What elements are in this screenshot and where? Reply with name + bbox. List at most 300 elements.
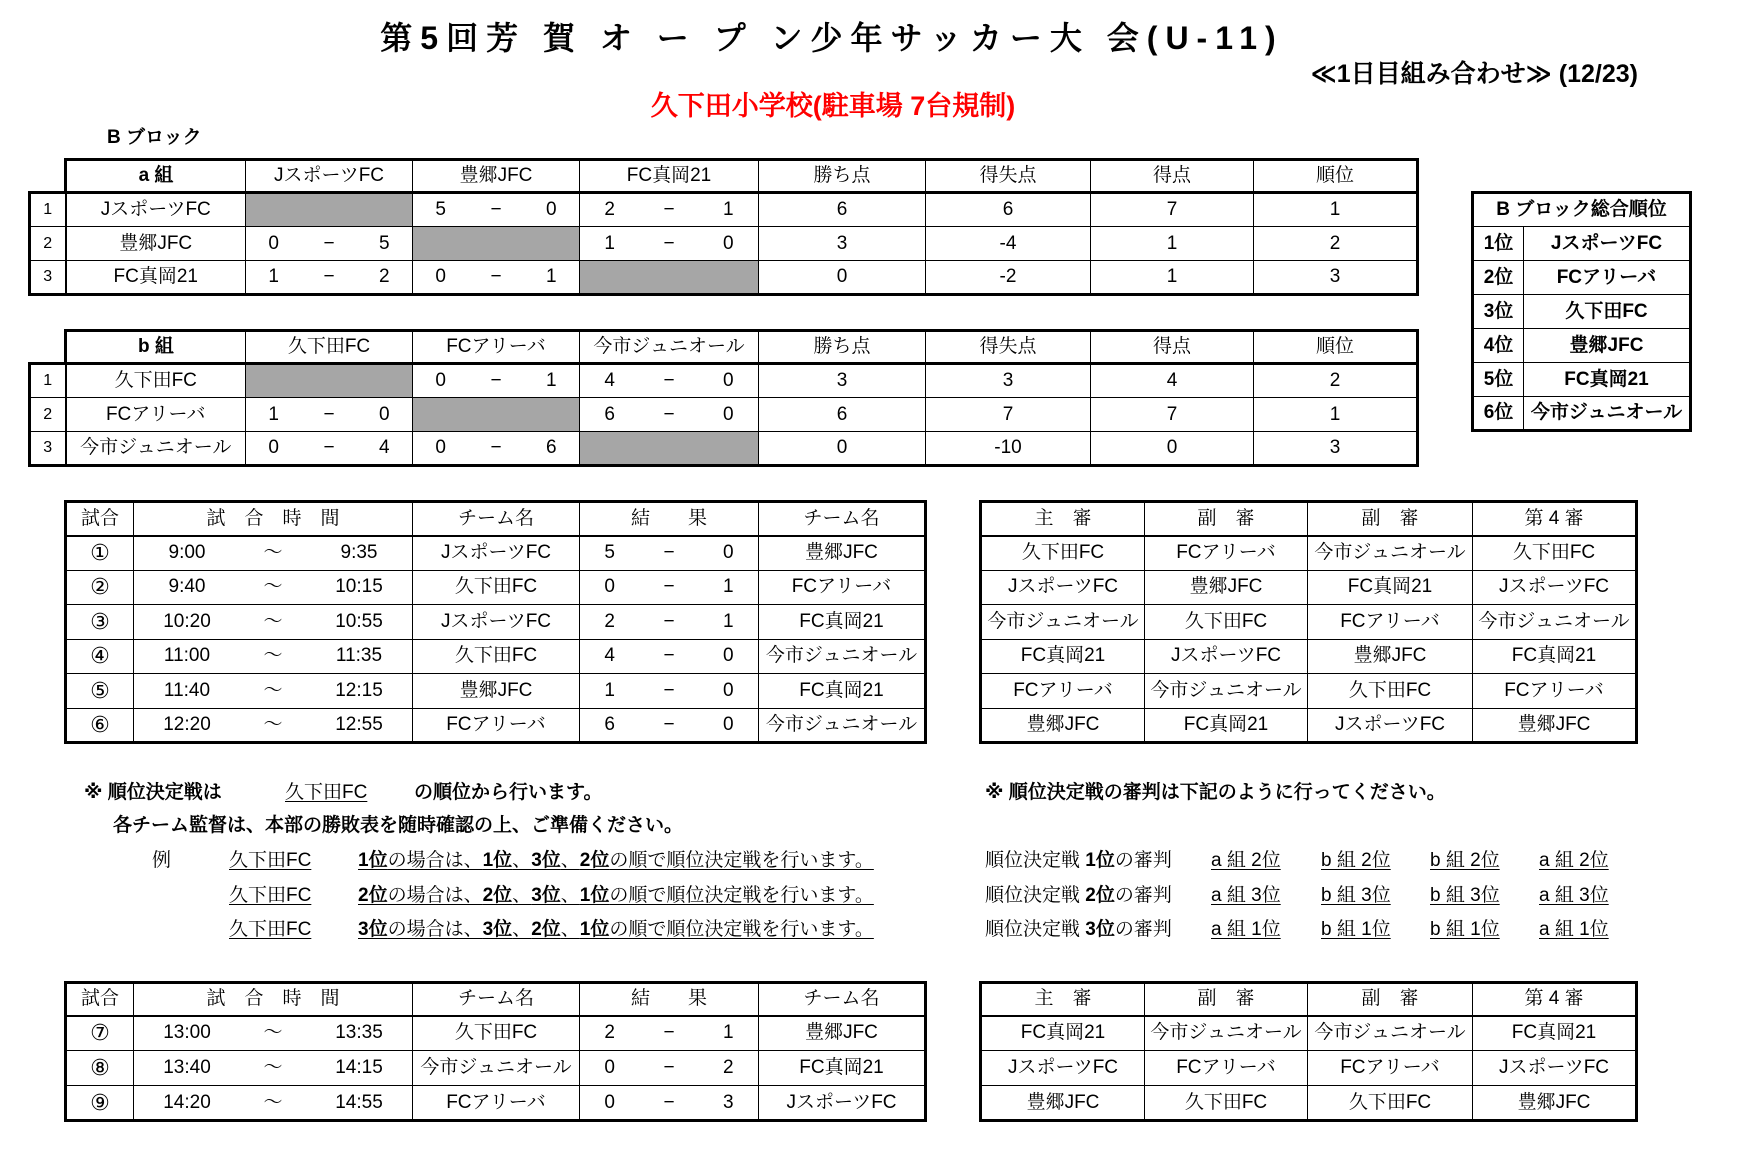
- head-to-head-cell: [246, 432, 413, 466]
- head-to-head-cell: [580, 193, 759, 227]
- goal-difference: 6: [926, 193, 1091, 227]
- fourth-official-header: 第 4 審: [1473, 983, 1637, 1016]
- score-separator: −: [663, 199, 675, 220]
- blocked-cell: [580, 432, 759, 466]
- match-time: [134, 605, 413, 640]
- points: 3: [759, 227, 926, 261]
- group-header-row: [66, 331, 1418, 364]
- row-number: 3: [30, 261, 66, 295]
- team-column-3: FC真岡21: [580, 160, 759, 193]
- points: 6: [759, 398, 926, 432]
- start-time: 9:40: [168, 576, 206, 598]
- rank-emphasis: 3位: [1085, 919, 1115, 940]
- fourth-official: FCアリーバ: [1473, 674, 1637, 709]
- match-number: ⑥: [66, 708, 134, 743]
- example-label: 例: [152, 850, 172, 871]
- match-result: [580, 1086, 759, 1121]
- group-header-row: [66, 160, 1418, 193]
- goal-difference: -2: [926, 261, 1091, 295]
- overall-place: 6位: [1473, 397, 1524, 431]
- fourth-official: 豊郷JFC: [1473, 708, 1637, 743]
- assistant-referee-header: 副 審: [1308, 502, 1473, 536]
- blocked-cell: [580, 261, 759, 295]
- rank-emphasis: 2位: [1085, 885, 1115, 906]
- match-number: ②: [66, 570, 134, 605]
- match-header: 試合: [66, 983, 134, 1016]
- rank-emphasis: 3位: [531, 850, 561, 871]
- match-header: 試合: [66, 502, 134, 536]
- fourth-official: FC真岡21: [1473, 1016, 1637, 1051]
- away-team: FCアリーバ: [759, 570, 926, 605]
- example-text: 1位の場合は、1位、3位、2位の順で順位決定戦を行います。: [358, 850, 874, 871]
- goals-scored: 0: [1091, 432, 1254, 466]
- score-separator: −: [323, 232, 335, 254]
- time-separator: ～: [263, 576, 283, 598]
- team-header: チーム名: [759, 502, 926, 536]
- placement-referee-assignment: a 組 3位: [1211, 885, 1281, 906]
- team-name: 豊郷JFC: [66, 227, 246, 261]
- head-to-head-cell: [246, 398, 413, 432]
- overall-ranking-table: [1471, 191, 1692, 432]
- score-left: 0: [435, 370, 446, 391]
- row-number: 2: [30, 227, 66, 261]
- score-separator: −: [323, 437, 335, 458]
- end-time: 12:15: [335, 679, 383, 701]
- score-right: 0: [723, 679, 734, 701]
- score-left: 0: [435, 437, 446, 458]
- schedule-header-row: [66, 502, 926, 536]
- away-team: 今市ジュニオール: [759, 708, 926, 743]
- time-separator: ～: [263, 1057, 283, 1078]
- score-separator: −: [663, 403, 675, 425]
- overall-team: FCアリーバ: [1524, 261, 1691, 295]
- team-name: 久下田FC: [66, 364, 246, 398]
- overall-ranking-row: [1473, 363, 1691, 397]
- start-time: 10:20: [163, 610, 211, 632]
- score-right: 1: [723, 199, 734, 220]
- time-range: [134, 611, 412, 633]
- goal-difference: 7: [926, 398, 1091, 432]
- goals-header: 得点: [1091, 160, 1254, 193]
- home-team: JスポーツFC: [413, 605, 580, 640]
- overall-place: 5位: [1473, 363, 1524, 397]
- main-referee-header: 主 審: [981, 983, 1145, 1016]
- time-separator: ～: [263, 645, 283, 667]
- score-left: 1: [268, 403, 279, 425]
- example-text: 2位の場合は、2位、3位、1位の順で順位決定戦を行います。: [358, 885, 874, 906]
- placement-referee-assignment: b 組 3位: [1430, 885, 1500, 906]
- group-row: [30, 227, 1418, 261]
- rank-emphasis: 2位: [482, 885, 513, 906]
- end-time: 11:35: [335, 645, 383, 667]
- assistant-referee: JスポーツFC: [1308, 708, 1473, 743]
- match-number: ⑦: [66, 1016, 134, 1051]
- score-separator: −: [663, 713, 675, 735]
- match-time: [134, 1051, 413, 1086]
- time-separator: ～: [263, 610, 283, 632]
- overall-team: JスポーツFC: [1524, 227, 1691, 261]
- assistant-referee: 久下田FC: [1308, 674, 1473, 709]
- match-time: [134, 536, 413, 571]
- match-result: [580, 639, 759, 674]
- referee-row: [981, 570, 1637, 605]
- time-range: [134, 645, 412, 667]
- goal-difference: -10: [926, 432, 1091, 466]
- score-left: 4: [604, 645, 615, 667]
- placement-schedule-table: [64, 981, 927, 1122]
- team-name: 今市ジュニオール: [66, 432, 246, 466]
- overall-place: 3位: [1473, 295, 1524, 329]
- score-right: 0: [723, 542, 734, 563]
- rank-emphasis: 1位: [358, 850, 388, 871]
- head-to-head-cell: [246, 227, 413, 261]
- main-referee: FC真岡21: [981, 639, 1145, 674]
- head-to-head-cell: [580, 398, 759, 432]
- overall-ranking-row: [1473, 227, 1691, 261]
- assistant-referee: 今市ジュニオール: [1308, 536, 1473, 571]
- away-team: FC真岡21: [759, 605, 926, 640]
- match-time: [134, 674, 413, 709]
- overall-ranking-row: [1473, 329, 1691, 363]
- group-row: [30, 398, 1418, 432]
- rank-header: 順位: [1254, 160, 1418, 193]
- team-name: JスポーツFC: [66, 193, 246, 227]
- overall-place: 4位: [1473, 329, 1524, 363]
- match-score: [580, 576, 758, 598]
- main-referee: 豊郷JFC: [981, 1086, 1145, 1121]
- rank-header: 順位: [1254, 331, 1418, 364]
- time-separator: ～: [263, 1091, 283, 1113]
- goal-difference-header: 得失点: [926, 160, 1091, 193]
- assistant-referee: 豊郷JFC: [1145, 570, 1308, 605]
- score-separator: −: [323, 403, 335, 425]
- overall-team: FC真岡21: [1524, 363, 1691, 397]
- time-range: [134, 680, 412, 702]
- group-a-standings-table: [28, 191, 1419, 296]
- match-score: [580, 611, 758, 633]
- placement-referee-assignment: b 組 2位: [1430, 850, 1500, 871]
- match-score: [580, 1022, 758, 1044]
- score-separator: −: [663, 1057, 675, 1078]
- match-result: [580, 605, 759, 640]
- team-column-2: FCアリーバ: [413, 331, 580, 364]
- time-range: [134, 1057, 412, 1079]
- fourth-official: 今市ジュニオール: [1473, 605, 1637, 640]
- score-left: 1: [268, 266, 279, 287]
- score-separator: −: [663, 232, 675, 254]
- time-separator: ～: [263, 679, 283, 701]
- match-result: [580, 570, 759, 605]
- note-referee-intro: ※ 順位決定戦の審判は下記のように行ってください。: [985, 782, 1446, 803]
- score-right: 0: [546, 199, 557, 220]
- overall-ranking-title: B ブロック総合順位: [1473, 193, 1691, 227]
- goals-scored: 7: [1091, 398, 1254, 432]
- match-score: [580, 645, 758, 667]
- match-result: [580, 708, 759, 743]
- match-row: [66, 536, 926, 571]
- match-time: [134, 708, 413, 743]
- referee-row: [981, 674, 1637, 709]
- score-separator: −: [663, 610, 675, 632]
- assistant-referee: JスポーツFC: [1145, 639, 1308, 674]
- row-number: 1: [30, 193, 66, 227]
- home-team: JスポーツFC: [413, 536, 580, 571]
- overall-place: 2位: [1473, 261, 1524, 295]
- start-time: 13:00: [163, 1022, 211, 1044]
- team-column-1: JスポーツFC: [246, 160, 413, 193]
- score-right: 4: [379, 437, 390, 458]
- group-rank: 2: [1254, 227, 1418, 261]
- group-b-header-table: [64, 329, 1419, 365]
- fourth-official: FC真岡21: [1473, 639, 1637, 674]
- team-column-2: 豊郷JFC: [413, 160, 580, 193]
- goals-scored: 1: [1091, 227, 1254, 261]
- rank-emphasis: 2位: [579, 850, 610, 871]
- end-time: 12:55: [335, 713, 383, 735]
- overall-team: 今市ジュニオール: [1524, 397, 1691, 431]
- score-left: 6: [604, 713, 615, 735]
- referee-header-row: [981, 502, 1637, 536]
- assistant-referee: 久下田FC: [1145, 1086, 1308, 1121]
- score-left: 1: [604, 232, 615, 254]
- placement-referee-label: 順位決定戦 2位の審判: [985, 885, 1172, 906]
- match-time: [134, 1016, 413, 1051]
- score-left: 0: [435, 266, 446, 287]
- score-right: 1: [546, 370, 557, 391]
- score-right: 0: [723, 645, 734, 667]
- head-to-head-cell: [413, 364, 580, 398]
- away-team: FC真岡21: [759, 674, 926, 709]
- group-label: b 組: [66, 331, 246, 364]
- score-right: 1: [723, 610, 734, 632]
- home-team: 今市ジュニオール: [413, 1051, 580, 1086]
- head-to-head-score: [580, 404, 758, 426]
- score-left: 0: [268, 437, 279, 458]
- placement-referee-label: 順位決定戦 1位の審判: [985, 850, 1172, 871]
- group-a-header-table: [64, 158, 1419, 194]
- match-time: [134, 570, 413, 605]
- score-left: 2: [604, 1022, 615, 1044]
- row-number: 1: [30, 364, 66, 398]
- score-left: 0: [604, 1091, 615, 1113]
- rank-emphasis: 1位: [1085, 850, 1115, 871]
- score-left: 0: [268, 232, 279, 254]
- blocked-cell: [246, 193, 413, 227]
- main-referee: 久下田FC: [981, 536, 1145, 571]
- start-time: 14:20: [163, 1091, 211, 1113]
- main-referee: JスポーツFC: [981, 570, 1145, 605]
- match-row: [66, 1051, 926, 1086]
- note-placement-suffix: の順位から行います。: [414, 782, 603, 803]
- goal-difference: -4: [926, 227, 1091, 261]
- goals-scored: 7: [1091, 193, 1254, 227]
- group-rank: 1: [1254, 398, 1418, 432]
- example-team: 久下田FC: [229, 885, 312, 906]
- overall-ranking-row: [1473, 295, 1691, 329]
- match-score: [580, 1057, 758, 1079]
- assistant-referee: FCアリーバ: [1308, 1051, 1473, 1086]
- start-time: 13:40: [163, 1057, 211, 1078]
- main-referee: JスポーツFC: [981, 1051, 1145, 1086]
- match-time: [134, 639, 413, 674]
- score-right: 0: [723, 403, 734, 425]
- match-score: [580, 714, 758, 736]
- match-time: [134, 1086, 413, 1121]
- placement-referee-assignment: a 組 3位: [1539, 885, 1609, 906]
- placement-referee-assignment: a 組 1位: [1211, 919, 1281, 940]
- score-left: 2: [604, 199, 615, 220]
- team-header: チーム名: [413, 502, 580, 536]
- score-separator: −: [490, 266, 502, 287]
- time-range: [134, 714, 412, 736]
- assistant-referee: FC真岡21: [1308, 570, 1473, 605]
- score-right: 1: [723, 1022, 734, 1044]
- blocked-cell: [246, 364, 413, 398]
- score-separator: −: [663, 542, 675, 563]
- score-right: 1: [546, 266, 557, 287]
- assistant-referee: 今市ジュニオール: [1308, 1016, 1473, 1051]
- score-separator: −: [663, 370, 675, 391]
- points-header: 勝ち点: [759, 331, 926, 364]
- note-reference-team: 久下田FC: [285, 782, 368, 803]
- score-right: 3: [723, 1091, 734, 1113]
- day-subtitle: ≪1日目組み合わせ≫ (12/23): [1310, 60, 1638, 88]
- assistant-referee: 久下田FC: [1145, 605, 1308, 640]
- schedule-header-row: [66, 983, 926, 1016]
- referee-row: [981, 536, 1637, 571]
- match-result: [580, 674, 759, 709]
- start-time: 11:40: [163, 679, 211, 701]
- goals-header: 得点: [1091, 331, 1254, 364]
- start-time: 9:00: [168, 542, 206, 563]
- group-row: [30, 261, 1418, 295]
- result-header: 結 果: [580, 983, 759, 1016]
- score-right: 6: [546, 437, 557, 458]
- rank-emphasis: 1位: [482, 850, 513, 871]
- overall-ranking-header-row: [1473, 193, 1691, 227]
- home-team: 豊郷JFC: [413, 674, 580, 709]
- group-rank: 3: [1254, 432, 1418, 466]
- assistant-referee: FCアリーバ: [1308, 605, 1473, 640]
- score-left: 0: [604, 576, 615, 598]
- match-result: [580, 1016, 759, 1051]
- end-time: 14:55: [335, 1091, 383, 1113]
- overall-ranking-row: [1473, 261, 1691, 295]
- score-separator: −: [663, 576, 675, 598]
- overall-team: 豊郷JFC: [1524, 329, 1691, 363]
- head-to-head-score: [413, 199, 579, 221]
- fourth-official: JスポーツFC: [1473, 570, 1637, 605]
- goals-scored: 4: [1091, 364, 1254, 398]
- score-left: 4: [604, 370, 615, 391]
- goals-scored: 1: [1091, 261, 1254, 295]
- group-rank: 2: [1254, 364, 1418, 398]
- time-range: [134, 542, 412, 564]
- head-to-head-score: [246, 233, 412, 255]
- assistant-referee: 今市ジュニオール: [1145, 674, 1308, 709]
- match-score: [580, 542, 758, 564]
- time-separator: ～: [263, 713, 283, 735]
- time-range: [134, 1022, 412, 1044]
- referee-header-row: [981, 983, 1637, 1016]
- end-time: 10:55: [335, 610, 383, 632]
- rank-emphasis: 1位: [579, 885, 610, 906]
- home-team: 久下田FC: [413, 570, 580, 605]
- score-separator: −: [663, 679, 675, 701]
- match-score: [580, 680, 758, 702]
- placement-referee-assignment: b 組 2位: [1321, 850, 1391, 871]
- placement-referee-assignment: a 組 1位: [1539, 919, 1609, 940]
- assistant-referee-header: 副 審: [1308, 983, 1473, 1016]
- head-to-head-score: [580, 199, 758, 221]
- match-row: [66, 639, 926, 674]
- head-to-head-score: [246, 404, 412, 426]
- match-number: ⑧: [66, 1051, 134, 1086]
- overall-ranking-row: [1473, 397, 1691, 431]
- league-schedule-table: [64, 500, 927, 744]
- fourth-official: 豊郷JFC: [1473, 1086, 1637, 1121]
- score-right: 5: [379, 232, 390, 254]
- team-name: FCアリーバ: [66, 398, 246, 432]
- points-header: 勝ち点: [759, 160, 926, 193]
- end-time: 10:15: [335, 576, 383, 598]
- head-to-head-score: [246, 437, 412, 459]
- head-to-head-cell: [246, 261, 413, 295]
- score-left: 6: [604, 403, 615, 425]
- placement-referee-assignment: a 組 2位: [1211, 850, 1281, 871]
- head-to-head-cell: [580, 227, 759, 261]
- away-team: 豊郷JFC: [759, 536, 926, 571]
- head-to-head-cell: [413, 193, 580, 227]
- goal-difference: 3: [926, 364, 1091, 398]
- main-referee: 今市ジュニオール: [981, 605, 1145, 640]
- time-range: [134, 1092, 412, 1114]
- score-right: 0: [723, 370, 734, 391]
- rank-emphasis: 3位: [358, 919, 388, 940]
- group-row: [30, 364, 1418, 398]
- note-coach-instruction: 各チーム監督は、本部の勝敗表を随時確認の上、ご準備ください。: [113, 815, 684, 836]
- score-separator: −: [663, 645, 675, 667]
- head-to-head-cell: [580, 364, 759, 398]
- assistant-referee: FC真岡21: [1145, 708, 1308, 743]
- score-separator: −: [490, 437, 502, 458]
- group-rank: 3: [1254, 261, 1418, 295]
- example-team: 久下田FC: [229, 850, 312, 871]
- match-score: [580, 1092, 758, 1114]
- match-row: [66, 1016, 926, 1051]
- score-separator: −: [490, 370, 502, 391]
- end-time: 13:35: [335, 1022, 383, 1044]
- referee-row: [981, 1016, 1637, 1051]
- rank-emphasis: 1位: [579, 919, 610, 940]
- main-referee: 豊郷JFC: [981, 708, 1145, 743]
- overall-place: 1位: [1473, 227, 1524, 261]
- team-name: FC真岡21: [66, 261, 246, 295]
- away-team: JスポーツFC: [759, 1086, 926, 1121]
- assistant-referee-header: 副 審: [1145, 983, 1308, 1016]
- result-header: 結 果: [580, 502, 759, 536]
- away-team: 今市ジュニオール: [759, 639, 926, 674]
- team-header: チーム名: [759, 983, 926, 1016]
- home-team: 久下田FC: [413, 1016, 580, 1051]
- points: 6: [759, 193, 926, 227]
- match-row: [66, 1086, 926, 1121]
- assistant-referee: 豊郷JFC: [1308, 639, 1473, 674]
- head-to-head-cell: [413, 261, 580, 295]
- goal-difference-header: 得失点: [926, 331, 1091, 364]
- fourth-official: JスポーツFC: [1473, 1051, 1637, 1086]
- score-right: 2: [379, 266, 390, 287]
